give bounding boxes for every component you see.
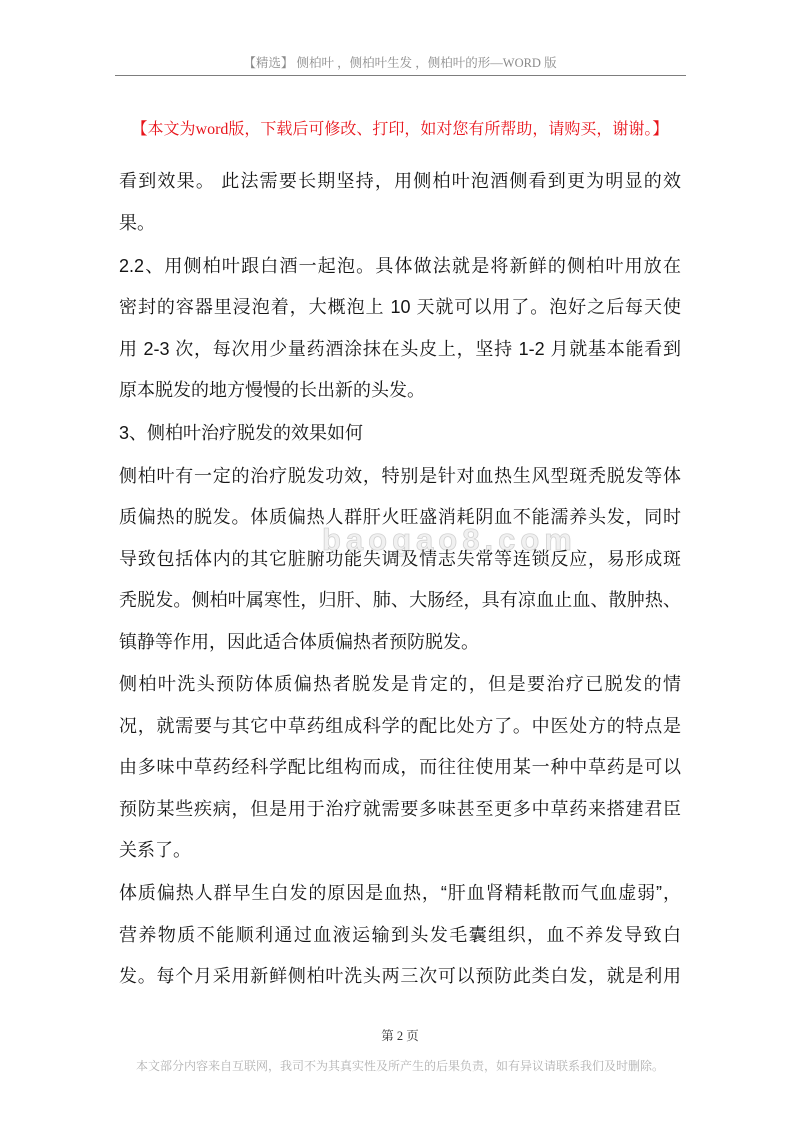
- site-watermark: baogao8.com: [322, 522, 577, 557]
- text-line: 关系了。: [119, 840, 191, 861]
- text-line: 体质偏热人群早生白发的原因是血热，“肝血肾精耗散而气血虚弱”，: [119, 883, 681, 904]
- text-line: 密封的容器里浸泡着，大概泡上 10 天就可以用了。泡好之后每天使: [119, 297, 681, 318]
- footer-disclaimer: 本文部分内容来自互联网，我司不为其真实性及所产生的后果负责，如有异议请联系我们及时删除。: [135, 1059, 664, 1073]
- paragraph: [119, 161, 681, 244]
- paragraph: [119, 873, 681, 998]
- text-line: 预防某些疾病，但是用于治疗就需要多味甚至更多中草药来搭建君臣: [119, 798, 681, 819]
- text-line: 看到效果。 此法需要长期坚持，用侧柏叶泡酒侧看到更为明显的效: [119, 171, 681, 192]
- text-line: 营养物质不能顺利通过血液运输到头发毛囊组织，血不养发导致白: [119, 924, 681, 945]
- paragraph: [119, 456, 681, 664]
- text-line: 侧柏叶洗头预防体质偏热者脱发是肯定的，但是要治疗已脱发的情: [119, 674, 681, 695]
- page-number: 第 2 页: [381, 1029, 419, 1043]
- text-line: 用 2-3 次，每次用少量药酒涂抹在头皮上，坚持 1-2 月就基本能看到: [119, 338, 681, 359]
- text-line: 镇静等作用，因此适合体质偏热者预防脱发。: [119, 631, 479, 652]
- running-header: 【精选】 侧柏叶 ，侧柏叶生发 ，侧柏叶的形—WORD 版: [243, 56, 557, 70]
- header-divider: [115, 75, 686, 76]
- text-line: 况，就需要与其它中草药组成科学的配比处方了。中医处方的特点是: [119, 715, 681, 736]
- text-line: 3、侧柏叶治疗脱发的效果如何: [119, 422, 364, 443]
- document-body: [119, 161, 681, 999]
- text-line: 发。每个月采用新鲜侧柏叶洗头两三次可以预防此类白发，就是利用: [119, 966, 681, 987]
- text-line: 由多味中草药经科学配比组构而成，而往往使用某一种中草药是可以: [119, 757, 681, 778]
- text-line: 侧柏叶有一定的治疗脱发功效，特别是针对血热生风型斑秃脱发等体: [119, 465, 681, 486]
- text-line: 秃脱发。侧柏叶属寒性，归肝、肺、大肠经，具有凉血止血、散肿热、: [119, 590, 681, 611]
- text-line: 果。: [119, 212, 155, 233]
- paragraph: [119, 664, 681, 872]
- paragraph: [119, 246, 681, 412]
- text-line: 原本脱发的地方慢慢的长出新的头发。: [119, 380, 425, 401]
- purchase-notice: 【本文为word版，下载后可修改、打印，如对您有所帮助，请购买，谢谢。】: [131, 121, 669, 138]
- text-line: 2.2、用侧柏叶跟白酒一起泡。具体做法就是将新鲜的侧柏叶用放在: [119, 255, 681, 276]
- text-line: 质偏热的脱发。体质偏热人群肝火旺盛消耗阴血不能濡养头发，同时: [119, 507, 681, 528]
- section-heading: [119, 413, 681, 455]
- text-line: 导致包括体内的其它脏腑功能失调及情志失常等连锁反应，易形成斑: [119, 548, 681, 569]
